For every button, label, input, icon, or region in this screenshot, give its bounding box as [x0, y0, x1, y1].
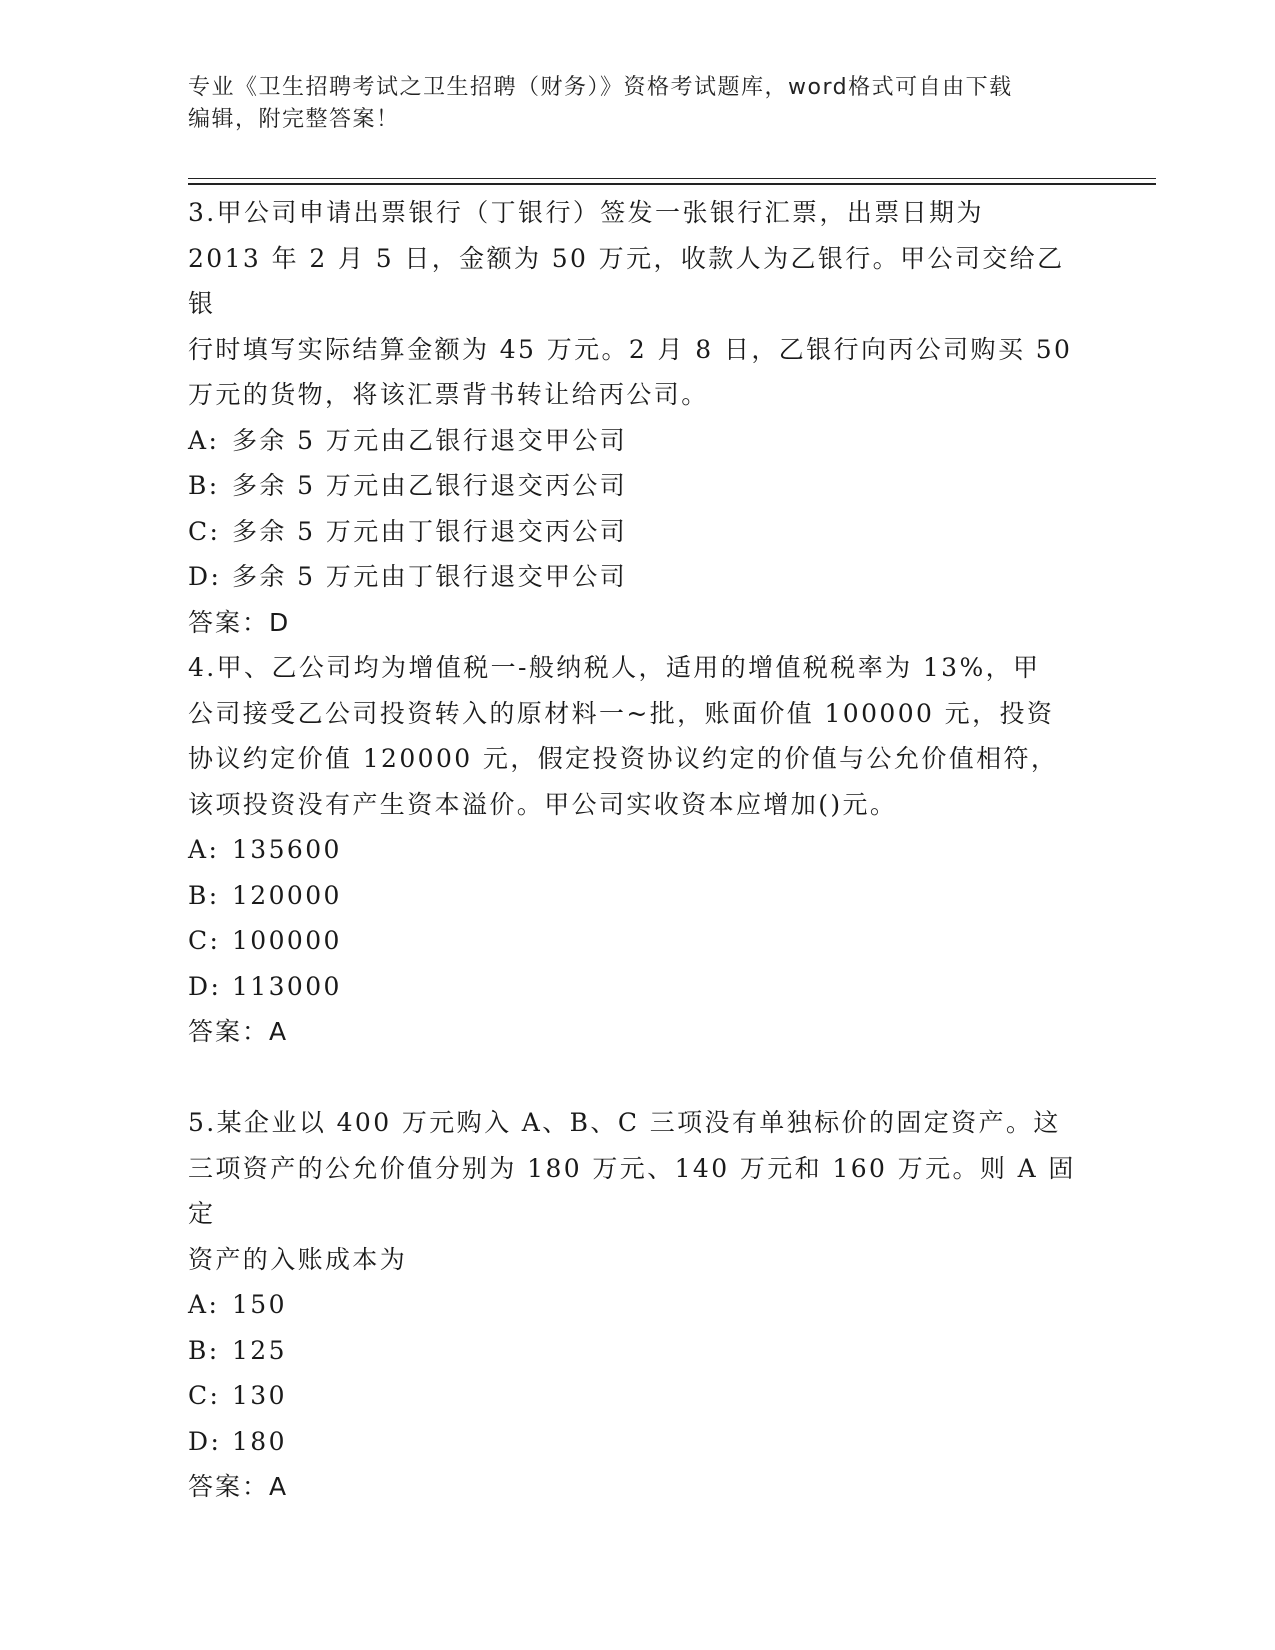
option-key: C:: [188, 516, 221, 546]
question-5: [188, 1100, 1088, 1510]
option-key: B:: [188, 471, 220, 500]
option-text: 113000: [232, 971, 342, 1001]
question-stem-line: 4.甲、乙公司均为增值税一-般纳税人，适用的增值税税率为 13%，甲: [188, 653, 1041, 682]
option-text: 180: [232, 1426, 287, 1456]
option-text: 多余 5 万元由乙银行退交甲公司: [232, 425, 628, 455]
question-stem-line: 2013 年 2 月 5 日，金额为 50 万元，收款人为乙银行。甲公司交给乙银: [188, 243, 1065, 318]
question-stem-line: 3.甲公司申请出票银行（丁银行）签发一张银行汇票，出票日期为: [188, 198, 984, 227]
question-stem-line: 协议约定价值 120000 元，假定投资协议约定的价值与公允价值相符，: [188, 744, 1059, 773]
option-text: 150: [232, 1290, 287, 1319]
option-b: [188, 1328, 1088, 1374]
option-key: C:: [188, 1381, 221, 1410]
header-divider-thick: [188, 183, 1156, 185]
option-d: [188, 554, 1088, 600]
question-stem-line: 公司接受乙公司投资转入的原材料一~批，账面价值 100000 元，投资: [188, 698, 1055, 728]
question-stem-line: 三项资产的公允价值分别为 180 万元、140 万元和 160 万元。则 A 固定: [188, 1153, 1076, 1228]
option-text: 125: [232, 1335, 287, 1365]
option-key: A:: [188, 1290, 220, 1319]
option-b: [188, 873, 1088, 919]
option-key: C:: [188, 926, 221, 955]
option-key: D:: [188, 1426, 222, 1456]
option-key: B:: [188, 1335, 220, 1365]
answer-line: 答案：D: [188, 607, 291, 637]
question-3: [188, 190, 1088, 645]
option-key: A:: [188, 835, 220, 864]
option-d: [188, 964, 1088, 1010]
option-a: [188, 827, 1088, 873]
answer-line: 答案：A: [188, 1472, 289, 1501]
answer-line: 答案：A: [188, 1017, 289, 1046]
question-4: [188, 645, 1088, 1055]
option-c: [188, 1373, 1088, 1419]
option-text: 120000: [232, 880, 342, 910]
option-c: [188, 918, 1088, 964]
option-d: [188, 1419, 1088, 1465]
question-stem-line: 行时填写实际结算金额为 45 万元。2 月 8 日，乙银行向丙公司购买 50: [188, 334, 1073, 364]
header-line-1: 专业《卫生招聘考试之卫生招聘（财务）》资格考试题库，word格式可自由下载: [188, 75, 1013, 100]
question-stem-line: 该项投资没有产生资本溢价。甲公司实收资本应增加()元。: [188, 789, 898, 819]
question-stem-line: 资产的入账成本为: [188, 1244, 408, 1274]
option-text: 多余 5 万元由乙银行退交丙公司: [232, 471, 628, 500]
question-stem-line: 5.某企业以 400 万元购入 A、B、C 三项没有单独标价的固定资产。这: [188, 1108, 1061, 1137]
option-a: [188, 1282, 1088, 1328]
option-b: [188, 463, 1088, 509]
option-text: 多余 5 万元由丁银行退交甲公司: [232, 562, 628, 591]
option-text: 100000: [232, 926, 342, 955]
question-stem-line: 万元的货物，将该汇票背书转让给丙公司。: [188, 380, 709, 409]
document-header: [188, 72, 1088, 136]
option-key: D:: [188, 562, 222, 591]
option-text: 多余 5 万元由丁银行退交丙公司: [232, 516, 628, 546]
option-c: [188, 509, 1088, 555]
option-key: D:: [188, 971, 222, 1001]
option-a: [188, 418, 1088, 464]
option-text: 130: [232, 1381, 287, 1410]
option-key: A:: [188, 425, 220, 455]
option-text: 135600: [232, 835, 342, 864]
option-key: B:: [188, 880, 220, 910]
header-line-2: 编辑，附完整答案！: [188, 107, 400, 132]
header-divider-thin: [188, 178, 1156, 179]
